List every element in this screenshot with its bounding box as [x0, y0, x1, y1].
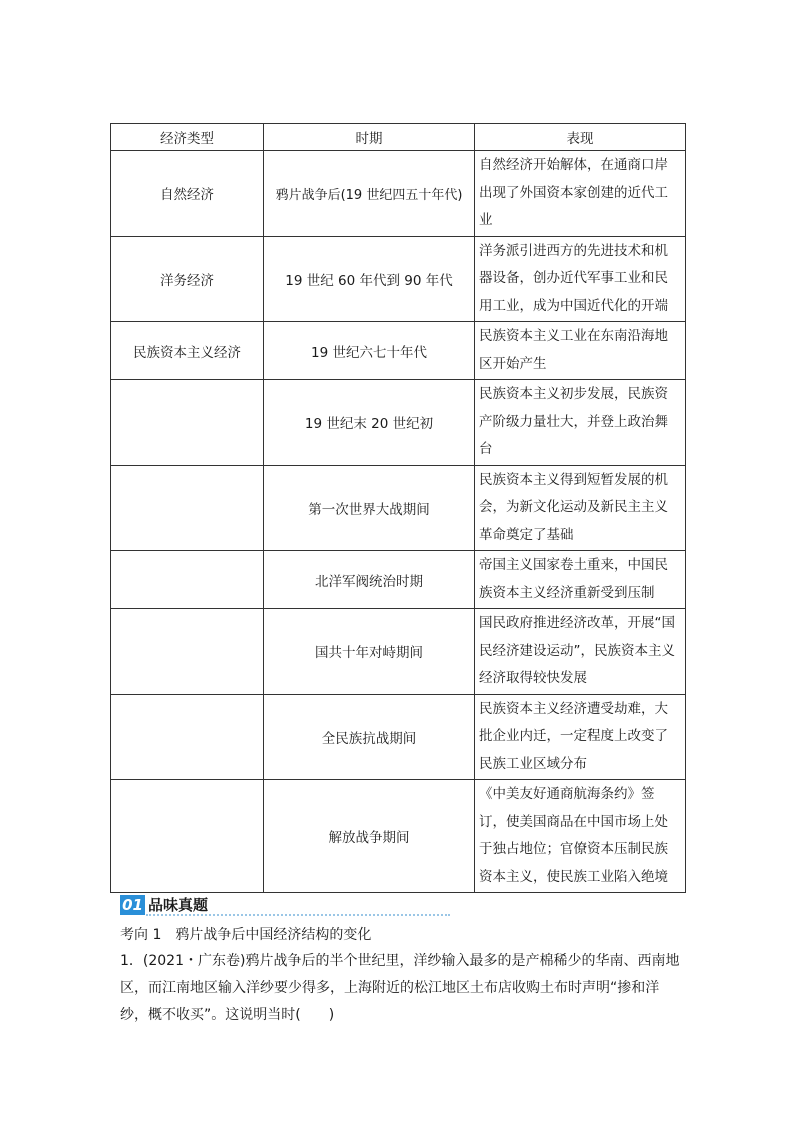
question-text: 1．(2021・广东卷)鸦片战争后的半个世纪里，洋纱输入最多的是产棉稀少的华南、西南地区，而江南地区输入洋纱要少得多，上海附近的松江地区土布店收购土布时声明“掺和洋纱，概不收买”。这说明当时( )	[120, 953, 680, 1023]
table-row	[111, 551, 686, 609]
cell-period: 第一次世界大战期间	[264, 465, 475, 551]
header-performance: 表现	[475, 124, 686, 151]
section-heading	[120, 895, 450, 915]
cell-performance: 《中美友好通商航海条约》签订，使美国商品在中国市场上处于独占地位；官僚资本压制民族资本主义，使民族工业陷入绝境	[475, 780, 686, 893]
cell-period: 鸦片战争后(19 世纪四五十年代)	[264, 151, 475, 237]
cell-econ-type	[111, 380, 264, 466]
table-row	[111, 236, 686, 322]
header-period: 时期	[264, 124, 475, 151]
cell-period: 19 世纪末 20 世纪初	[264, 380, 475, 466]
cell-econ-type	[111, 551, 264, 609]
section-underline	[146, 914, 450, 916]
cell-period: 解放战争期间	[264, 780, 475, 893]
table-row	[111, 609, 686, 695]
cell-period: 全民族抗战期间	[264, 694, 475, 780]
section-title: 品味真题	[148, 896, 209, 914]
economy-table	[110, 123, 686, 893]
table-row	[111, 151, 686, 237]
cell-econ-type: 民族资本主义经济	[111, 322, 264, 380]
cell-performance: 民族资本主义得到短暂发展的机会，为新文化运动及新民主主义革命奠定了基础	[475, 465, 686, 551]
cell-period: 19 世纪六七十年代	[264, 322, 475, 380]
cell-period: 北洋军阀统治时期	[264, 551, 475, 609]
table-row	[111, 465, 686, 551]
table-row	[111, 780, 686, 893]
kaoxiang-heading: 考向 1 鸦片战争后中国经济结构的变化	[120, 927, 372, 943]
table-header-row	[111, 124, 686, 151]
cell-performance: 洋务派引进西方的先进技术和机器设备，创办近代军事工业和民用工业，成为中国近代化的开端	[475, 236, 686, 322]
cell-econ-type	[111, 694, 264, 780]
table-row	[111, 322, 686, 380]
table-row	[111, 694, 686, 780]
header-econ-type: 经济类型	[111, 124, 264, 151]
cell-econ-type: 自然经济	[111, 151, 264, 237]
cell-performance: 帝国主义国家卷土重来，中国民族资本主义经济重新受到压制	[475, 551, 686, 609]
cell-performance: 国民政府推进经济改革，开展“国民经济建设运动”，民族资本主义经济取得较快发展	[475, 609, 686, 695]
cell-econ-type: 洋务经济	[111, 236, 264, 322]
cell-performance: 民族资本主义工业在东南沿海地区开始产生	[475, 322, 686, 380]
cell-econ-type	[111, 609, 264, 695]
cell-performance: 民族资本主义初步发展，民族资产阶级力量壮大，并登上政治舞台	[475, 380, 686, 466]
section-number-badge: 01	[120, 895, 145, 915]
cell-period: 国共十年对峙期间	[264, 609, 475, 695]
cell-performance: 自然经济开始解体，在通商口岸出现了外国资本家创建的近代工业	[475, 151, 686, 237]
cell-period: 19 世纪 60 年代到 90 年代	[264, 236, 475, 322]
cell-econ-type	[111, 465, 264, 551]
cell-performance: 民族资本主义经济遭受劫难，大批企业内迁，一定程度上改变了民族工业区域分布	[475, 694, 686, 780]
table-row	[111, 380, 686, 466]
cell-econ-type	[111, 780, 264, 893]
